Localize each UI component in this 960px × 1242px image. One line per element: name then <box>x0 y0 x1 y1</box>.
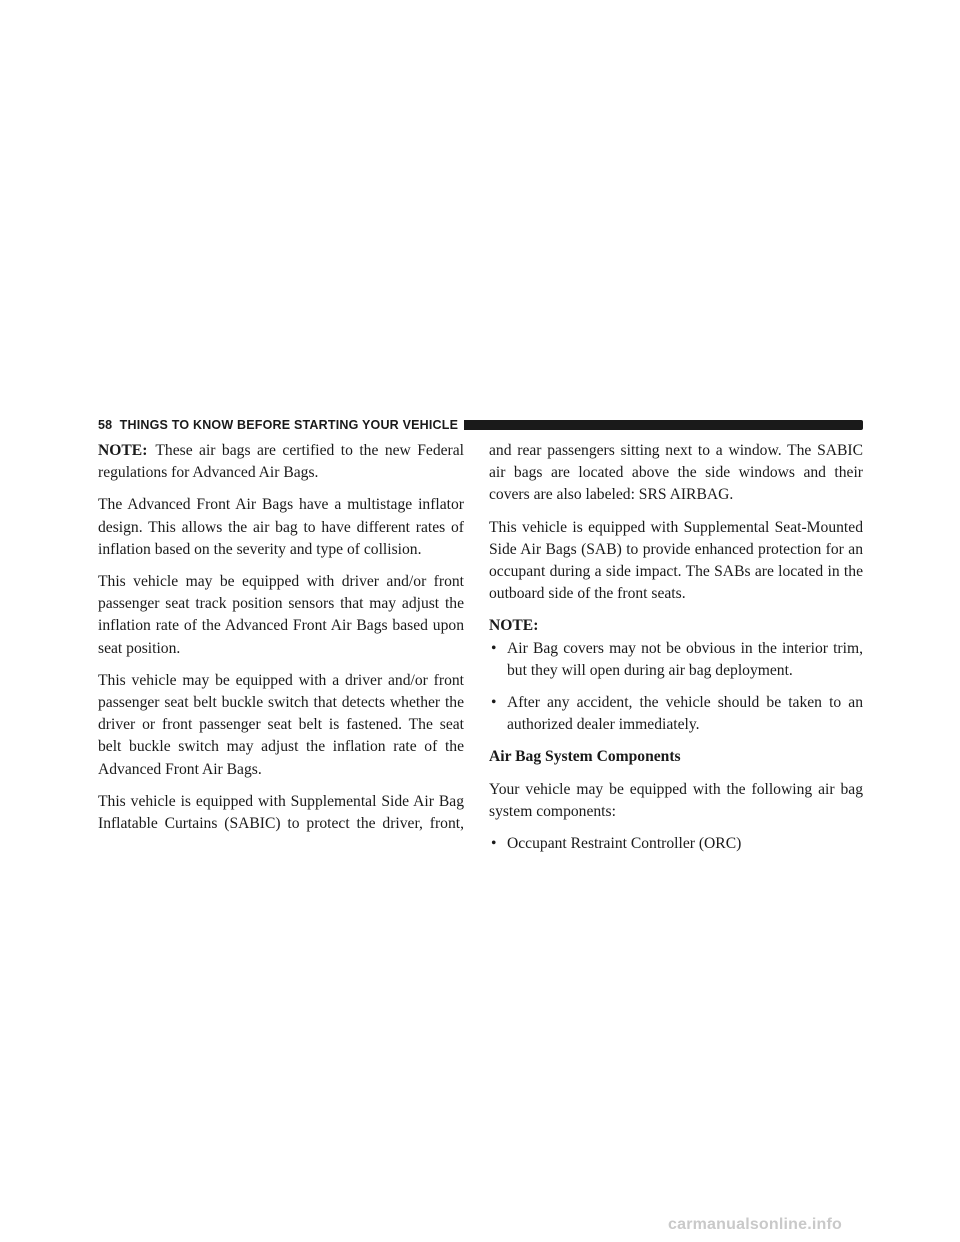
watermark: carmanualsonline.info <box>668 1216 843 1233</box>
list-item <box>489 692 863 736</box>
note-bullet-list <box>489 638 863 737</box>
bullet-icon: • <box>491 639 497 657</box>
header-rule <box>464 420 863 430</box>
body-paragraph: This vehicle is equipped with Supplemental Seat-Mounted Side Air Bags (SAB) to provide enhanced protection for an occupant during a side impact. The SABs are located in the outboard side of the front seats. <box>489 518 863 603</box>
continuation-paragraph: and rear passengers sitting next to a window. The SABIC air bags are located above the side windows and their covers are also labeled: SRS AIRBAG. <box>489 442 863 504</box>
body-paragraph: The Advanced Front Air Bags have a multistage inflator design. This allows the air bag to have different rates of inflation based on the severity and type of collision. <box>98 496 464 558</box>
right-column <box>489 440 863 865</box>
components-intro: Your vehicle may be equipped with the following air bag system components: <box>489 780 863 820</box>
page-number: 58 <box>98 418 113 432</box>
components-bullet-list <box>489 833 863 855</box>
note-label: NOTE: <box>98 442 148 459</box>
list-item-text: After any accident, the vehicle should be taken to an authorized dealer immediately. <box>507 694 863 734</box>
components-heading: Air Bag System Components <box>489 748 681 766</box>
body-paragraph: This vehicle is equipped with Supplemental Side Air Bag Inflatable Curtains (SABIC) to protect the driver, front, <box>98 792 464 833</box>
body-paragraph: This vehicle may be equipped with driver and/or front passenger seat track position sensors that may adjust the inflation rate of the Advanced Front Air Bags based upon seat position. <box>98 573 464 657</box>
list-item-text: Air Bag covers may not be obvious in the interior trim, but they will open during air bag deployment. <box>507 639 863 679</box>
left-column <box>98 440 464 845</box>
page-header <box>98 417 863 433</box>
note-text: These air bags are certified to the new Federal regulations for Advanced Air Bags. <box>98 442 464 482</box>
list-item <box>489 833 863 855</box>
bullet-icon: • <box>491 694 497 712</box>
note-heading: NOTE: <box>489 617 539 635</box>
bullet-icon: • <box>491 835 497 853</box>
note-paragraph <box>98 440 464 484</box>
list-item <box>489 638 863 682</box>
section-title: THINGS TO KNOW BEFORE STARTING YOUR VEHICLE <box>119 418 459 432</box>
body-paragraph: This vehicle may be equipped with a driver and/or front passenger seat belt buckle switch that detects whether the driver or front passenger seat belt is fastened. The seat belt buckle switch may adjust the inflation rate of the Advanced Front Air Bags. <box>98 671 464 778</box>
list-item-text: Occupant Restraint Controller (ORC) <box>507 835 742 853</box>
page-header-text <box>98 418 458 432</box>
